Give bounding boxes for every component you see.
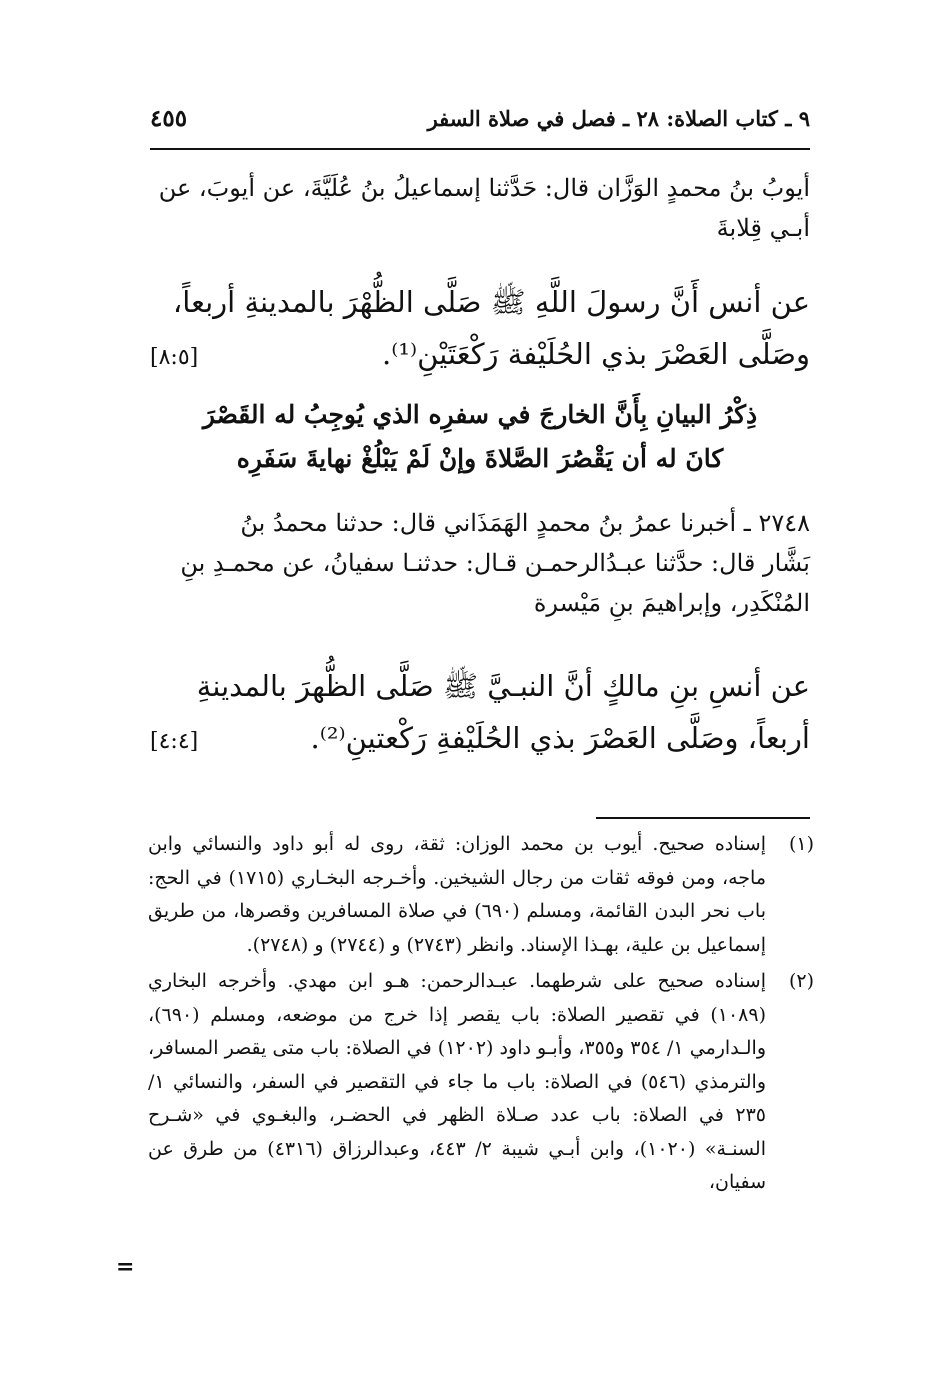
matn-1-last-line (150, 328, 810, 384)
page-number: ٤٥٥ (150, 104, 188, 132)
footnote-1-text: إسناده صحيح. أيوب بن محمد الوزان: ثقة، روى له أبو داود والنسائي وابن ماجه، ومن فوقه ثقات من رجال الشيخين. وأخـرجه البخـاري (١٧١٥) في الحج: باب نحر البدن القائمة، ومسلم (٦٩٠) في صلاة المسافرين وقصرها، من طريق إسماعيل بن علية، بهـذا الإسناد. وانظر (٢٧٤٣) و (٢٧٤٤) و (٢٧٤٨). (148, 833, 767, 956)
isnad-2-line-1: ٢٧٤٨ ـ أخبرنا عمرُ بنُ محمدٍ الهَمَذَاني قال: حدثنا محمدُ بنُ (240, 509, 810, 537)
footnote-1-number: (١) (788, 833, 814, 855)
header-rule (150, 148, 810, 150)
matn-1-reference: [٨:٥] (150, 345, 199, 370)
footnote-2-number: (٢) (788, 970, 814, 992)
isnad-2-line-3: المُنْكَدِر، وإبراهيمَ بنِ مَيْسرة (533, 589, 810, 617)
matn-2-reference: [٤:٤] (150, 729, 199, 754)
matn-2-line-1: عن أنسِ بنِ مالكٍ أنَّ النبـيَّ ﷺ صَلَّى الظُّهرَ بالمدينةِ (196, 669, 810, 703)
matn-2-last-line (150, 712, 810, 768)
footnote-2-text: إسناده صحيح على شرطهما. عبـدالرحمن: هـو ابن مهدي. وأخرجه البخاري (١٠٨٩) في تقصير الصلاة: باب يقصر إذا خرج من موضعه، ومسلم (٦٩٠)، والـدارمي ١/ ٣٥٤ و٣٥٥، وأبـو داود (١٢٠٢) في الصلاة: باب متى يقصر المسافر، والترمذي (٥٤٦) في الصلاة: باب ما جاء في التقصير في السفر، والنسائي ١/ ٢٣٥ في الصلاة: باب عدد صـلاة الظهر في الحضـر، والبغـوي في «شـرح السنـة» (١٠٢٠)، وابن أبـي شيبة ٢/ ٤٤٣، وعبدالرزاق (٤٣١٦) من طرق عن سفيان، (148, 970, 766, 1193)
isnad-2 (150, 503, 810, 623)
matn-1 (150, 276, 810, 384)
matn-2-line-2: أربعاً، وصَلَّى العَصْرَ بذي الحُلَيْفةِ رَكْعتينِ⁽²⁾. (310, 721, 810, 755)
footnote-2 (148, 965, 814, 1200)
footnote-separator (596, 817, 810, 819)
continuation-mark: = (116, 1254, 135, 1280)
footnote-1 (148, 828, 814, 962)
chapter-heading (150, 393, 810, 481)
matn-1-line-1: عن أنس أَنَّ رسولَ اللَّهِ ﷺ صَلَّى الظُّهْرَ بالمدينةِ أربعاً، (172, 285, 810, 319)
heading-line-1: ذِكْرُ البيانِ بِأَنَّ الخارجَ في سفرِه الذي يُوجِبُ له القَصْرَ (202, 400, 758, 429)
heading-line-2: كانَ له أن يَقْصُرَ الصَّلاةَ وإنْ لَمْ يَبْلُغْ نهايةَ سَفَرِه (236, 444, 724, 473)
matn-1-line-2: وصَلَّى العَصْرَ بذي الحُلَيْفة رَكْعَتَيْنِ⁽¹⁾. (382, 337, 810, 371)
isnad-1 (150, 168, 810, 248)
isnad-2-line-2: بَشَّار قال: حدَّثنا عبـدُالرحمـن قـال: حدثنـا سفيانُ، عن محمـدِ بنِ (180, 549, 810, 577)
isnad-1-line-2: أبـي قِلابةَ (716, 214, 810, 242)
page-header (150, 98, 810, 138)
isnad-1-line-1: أيوبُ بنُ محمدٍ الوَزَّان قال: حَدَّثنا إسماعيلُ بنُ عُلَيَّةَ، عن أيوبَ، عن (158, 174, 810, 202)
matn-2 (150, 660, 810, 768)
footnotes (148, 828, 814, 1203)
running-title: ٩ ـ كتاب الصلاة: ٢٨ ـ فصل في صلاة السفر (427, 105, 810, 131)
